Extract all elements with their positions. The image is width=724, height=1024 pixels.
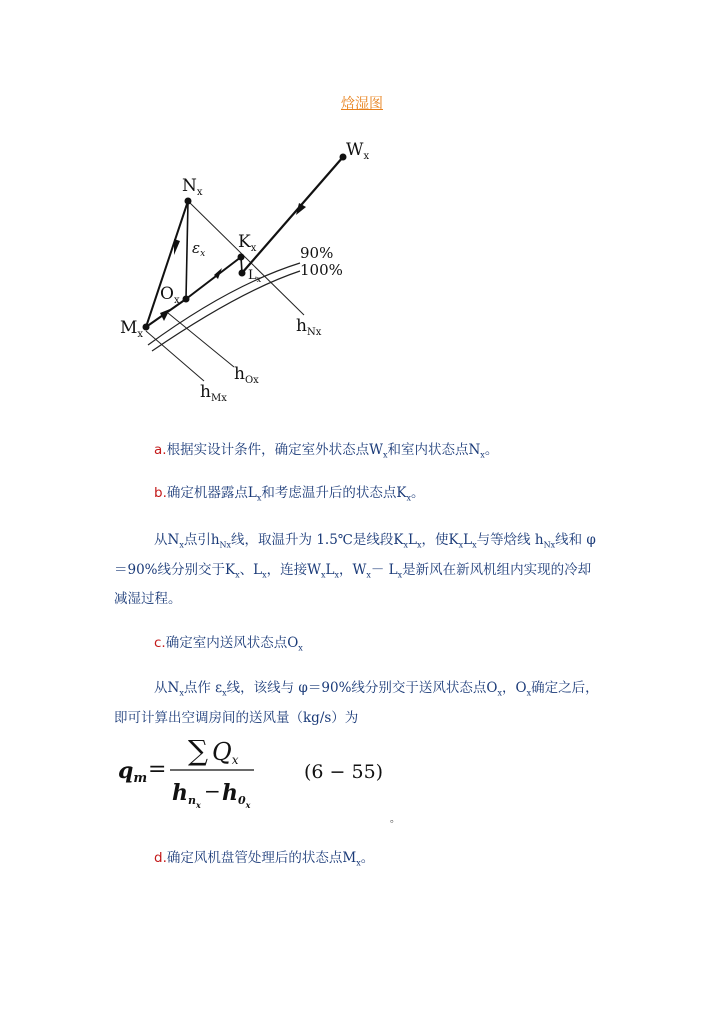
line-O-K (186, 257, 241, 299)
formula-sum: ∑ (188, 734, 208, 767)
page-title[interactable]: 焓湿图 (341, 96, 383, 112)
formula-h-0: h0x (222, 780, 251, 810)
paragraph-dew-point: 从$N_x$点引$h_{Nx}$线，取温升为 1.5℃是线段$K_xL_x$，使$K_xL_x$与等焓线 $h_{Nx}$线和 φ ＝90%线分别交于$K_x$、$L_x$，连接$W_xL_x$，$W_x- L_x$是新风在新风机组内实现的冷却 减湿过程。 (114, 532, 596, 608)
label-rh100: 100% (300, 261, 343, 279)
step-a-text: 根据实设计条件，确定室外状态点W (166, 442, 383, 458)
enthalpy-line-hM (146, 331, 204, 381)
point-N (185, 198, 192, 205)
rh-100-curve (152, 271, 300, 351)
formula-number: (6 − 55) (304, 761, 384, 783)
point-K (238, 254, 245, 261)
label-hO: $h_{Ox}$ (234, 364, 259, 386)
step-d-text: 确定风机盘管处理后的状态点M (166, 850, 357, 866)
line-N-M (146, 201, 188, 327)
step-c: c.确定室内送风状态点$O_x$ (154, 635, 303, 653)
airflow-formula (118, 730, 418, 820)
step-b-text: 确定机器露点L (166, 485, 257, 501)
formula-minus: − (204, 779, 221, 803)
label-N: $N_x$ (182, 176, 203, 198)
label-M: $M_x$ (120, 318, 144, 340)
step-a-label: a. (154, 442, 167, 458)
paragraph-supply-air: 从$N_x$点作 $\varepsilon_x$线，该线与 φ＝90%线分别交于送风状态点$O_x$，$O_x$确定之后， 即可计算出空调房间的送风量（kg/s）为 (114, 680, 599, 726)
step-a: a.根据实设计条件，确定室外状态点$W_x$和室内状态点$N_x$。 (154, 442, 499, 460)
label-W: $W_x$ (346, 140, 370, 162)
enthalpy-line-hN (188, 201, 304, 315)
label-O: $O_x$ (160, 284, 180, 306)
formula-trailing-mark: 。 (390, 814, 400, 825)
label-hN: $h_{Nx}$ (296, 316, 322, 338)
formula-equals: = (148, 757, 167, 782)
label-K: $K_x$ (238, 232, 257, 254)
label-rh90: 90% (300, 244, 334, 262)
label-hM: $h_{Mx}$ (200, 382, 227, 404)
label-eps: $\varepsilon_x$ (192, 239, 206, 259)
step-b-label: b. (154, 485, 167, 501)
point-M (143, 324, 150, 331)
arrow-N-M (174, 239, 180, 255)
arrow-M-O (160, 309, 170, 321)
formula-Q: Qx (212, 738, 239, 767)
point-O (183, 296, 190, 303)
psychrometric-diagram (110, 135, 370, 415)
rh-90-curve (148, 263, 300, 345)
step-d: d.确定风机盘管处理后的状态点$M_x$。 (154, 850, 375, 868)
formula-lhs: qm (118, 758, 148, 786)
formula-h-n: hnx (172, 780, 201, 810)
step-b: b.确定机器露点$L_x$和考虑温升后的状态点$K_x$。 (154, 485, 425, 503)
line-N-O-eps (186, 201, 188, 299)
step-c-text: 确定室内送风状态点O (165, 635, 299, 651)
step-c-label: c. (154, 635, 166, 651)
label-L: $L_x$ (248, 268, 262, 284)
point-L (239, 270, 246, 277)
arrow-W-L (296, 203, 306, 215)
step-d-label: d. (154, 850, 167, 866)
